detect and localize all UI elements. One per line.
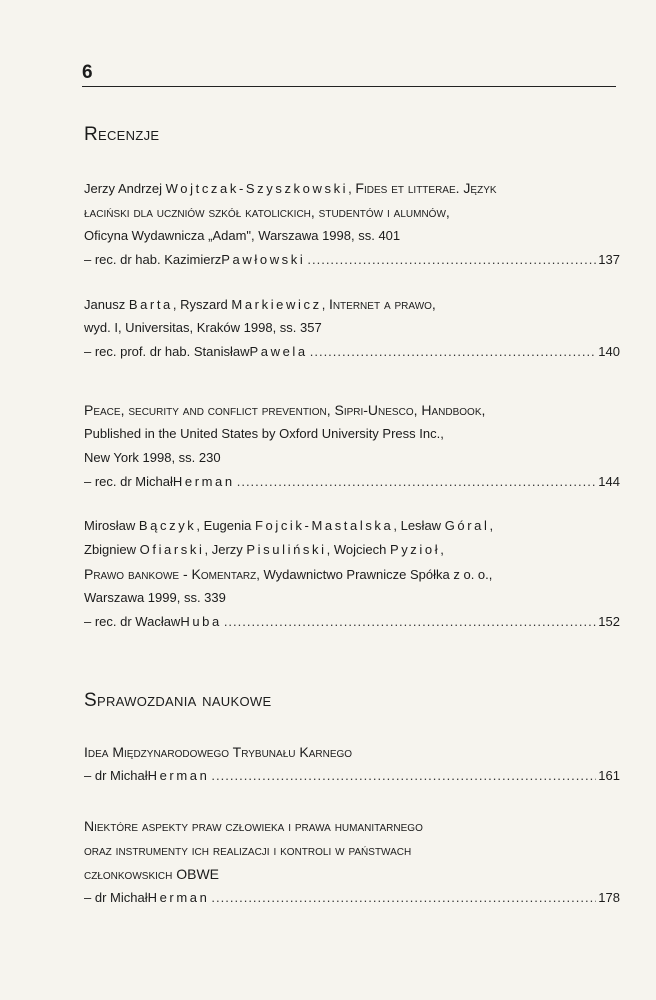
reviewer-prefix: – rec. dr Michał	[84, 474, 173, 489]
entry-line	[84, 542, 624, 566]
toc-entry	[84, 296, 624, 364]
entry-line	[84, 866, 624, 890]
page-ref: 161	[598, 768, 620, 783]
entry-line	[84, 566, 624, 590]
reviewer-surname: Huba	[180, 614, 222, 629]
reviewer-surname: Pawela	[249, 344, 308, 359]
reviewer-line	[84, 474, 620, 494]
book-title: Fides et litterae. Język	[355, 180, 497, 196]
book-title: łaciński dla uczniów szkół katolickich, studentów i alumnów,	[84, 204, 450, 220]
report-title: Idea Międzynarodowego Trybunału Karnego	[84, 744, 353, 760]
author-surname: Bączyk	[138, 518, 197, 533]
author-surname: Barta	[128, 297, 173, 312]
entry-line	[84, 842, 624, 866]
toc-entry	[84, 180, 624, 272]
author-text: Jerzy Andrzej	[84, 181, 166, 196]
page-ref: 144	[598, 474, 620, 489]
author-text: , Wojciech	[326, 542, 390, 557]
reviewer-surname: Herman	[172, 474, 235, 489]
dot-leader	[211, 890, 596, 905]
header-divider	[82, 86, 616, 87]
author-text: Mirosław	[84, 518, 139, 533]
entry-line	[84, 450, 624, 474]
author-surname: Pyzioł	[389, 542, 441, 557]
reviewer-prefix: – rec. dr Wacław	[84, 614, 181, 629]
author-surname: Wojtczak-Szyszkowski	[165, 181, 349, 196]
dot-leader	[310, 344, 597, 359]
entry-line	[84, 228, 624, 252]
author-surname: Ofiarski	[139, 542, 205, 557]
author-surname: Pisuliński	[246, 542, 327, 557]
report-title: członkowskich OBWE	[84, 866, 220, 882]
author-surname: Markiewicz	[231, 297, 322, 312]
entry-line	[84, 320, 624, 344]
page-number: 6	[82, 62, 93, 83]
entry-line	[84, 426, 624, 450]
reviewer-line	[84, 344, 620, 364]
publication-info: wyd. I, Universitas, Kraków 1998, ss. 357	[84, 320, 322, 335]
publication-info: Warszawa 1999, ss. 339	[84, 590, 226, 605]
entry-line	[84, 518, 624, 542]
author-text: , Jerzy	[204, 542, 247, 557]
entry-line	[84, 590, 624, 614]
reviewer-line	[84, 614, 620, 634]
page-ref: 152	[598, 614, 620, 629]
toc-entry	[84, 744, 624, 788]
author-text: , Lesław	[393, 518, 445, 533]
reviewer-prefix: – rec. dr hab. Kazimierz	[84, 252, 222, 267]
entry-line	[84, 744, 624, 768]
entry-line	[84, 818, 624, 842]
entry-line	[84, 204, 624, 228]
separator-text: ,	[440, 542, 444, 557]
report-title: Niektóre aspekty praw człowieka i prawa humanitarnego	[84, 818, 423, 834]
author-text: , Ryszard	[172, 297, 232, 312]
reviewer-line	[84, 252, 620, 272]
author-prefix: – dr Michał	[84, 768, 148, 783]
entry-line	[84, 180, 624, 204]
author-text: , Eugenia	[196, 518, 255, 533]
separator-text: ,	[348, 181, 356, 196]
publication-info: Oficyna Wydawnicza „Adam", Warszawa 1998, ss. 401	[84, 228, 401, 243]
dot-leader	[307, 252, 596, 267]
publication-info: Published in the United States by Oxford University Press Inc.,	[84, 426, 444, 441]
toc-entry	[84, 518, 624, 634]
separator-text: ,	[321, 297, 329, 312]
dot-leader	[211, 768, 596, 783]
author-text: Janusz	[84, 297, 129, 312]
page-ref: 137	[598, 252, 620, 267]
author-line	[84, 768, 620, 788]
reviewer-surname: Pawłowski	[221, 252, 306, 267]
author-text: Zbigniew	[84, 542, 140, 557]
entry-line	[84, 296, 624, 320]
section-title-sprawozdania: Sprawozdania naukowe	[84, 690, 272, 711]
publication-info: , Wydawnictwo Prawnicze Spółka z o. o.,	[256, 567, 493, 582]
page-ref: 140	[598, 344, 620, 359]
author-prefix: – dr Michał	[84, 890, 148, 905]
author-surname: Herman	[147, 890, 210, 905]
author-line	[84, 890, 620, 910]
page-ref: 178	[598, 890, 620, 905]
publication-info: New York 1998, ss. 230	[84, 450, 221, 465]
dot-leader	[224, 614, 596, 629]
book-title: Peace, security and conflict prevention, Sipri-Unesco, Handbook,	[84, 402, 486, 418]
author-surname: Fojcik-Mastalska	[254, 518, 394, 533]
reviewer-prefix: – rec. prof. dr hab. Stanisław	[84, 344, 250, 359]
section-title-recenzje: Recenzje	[84, 124, 160, 145]
report-title: oraz instrumenty ich realizacji i kontroli w państwach	[84, 842, 412, 858]
author-surname: Góral	[444, 518, 490, 533]
dot-leader	[237, 474, 597, 489]
toc-entry	[84, 402, 624, 494]
author-surname: Herman	[147, 768, 210, 783]
book-title: Prawo bankowe - Komentarz	[84, 566, 257, 582]
book-title: Internet a prawo,	[328, 296, 436, 312]
toc-entry	[84, 818, 624, 910]
separator-text: ,	[489, 518, 494, 533]
entry-line	[84, 402, 624, 426]
